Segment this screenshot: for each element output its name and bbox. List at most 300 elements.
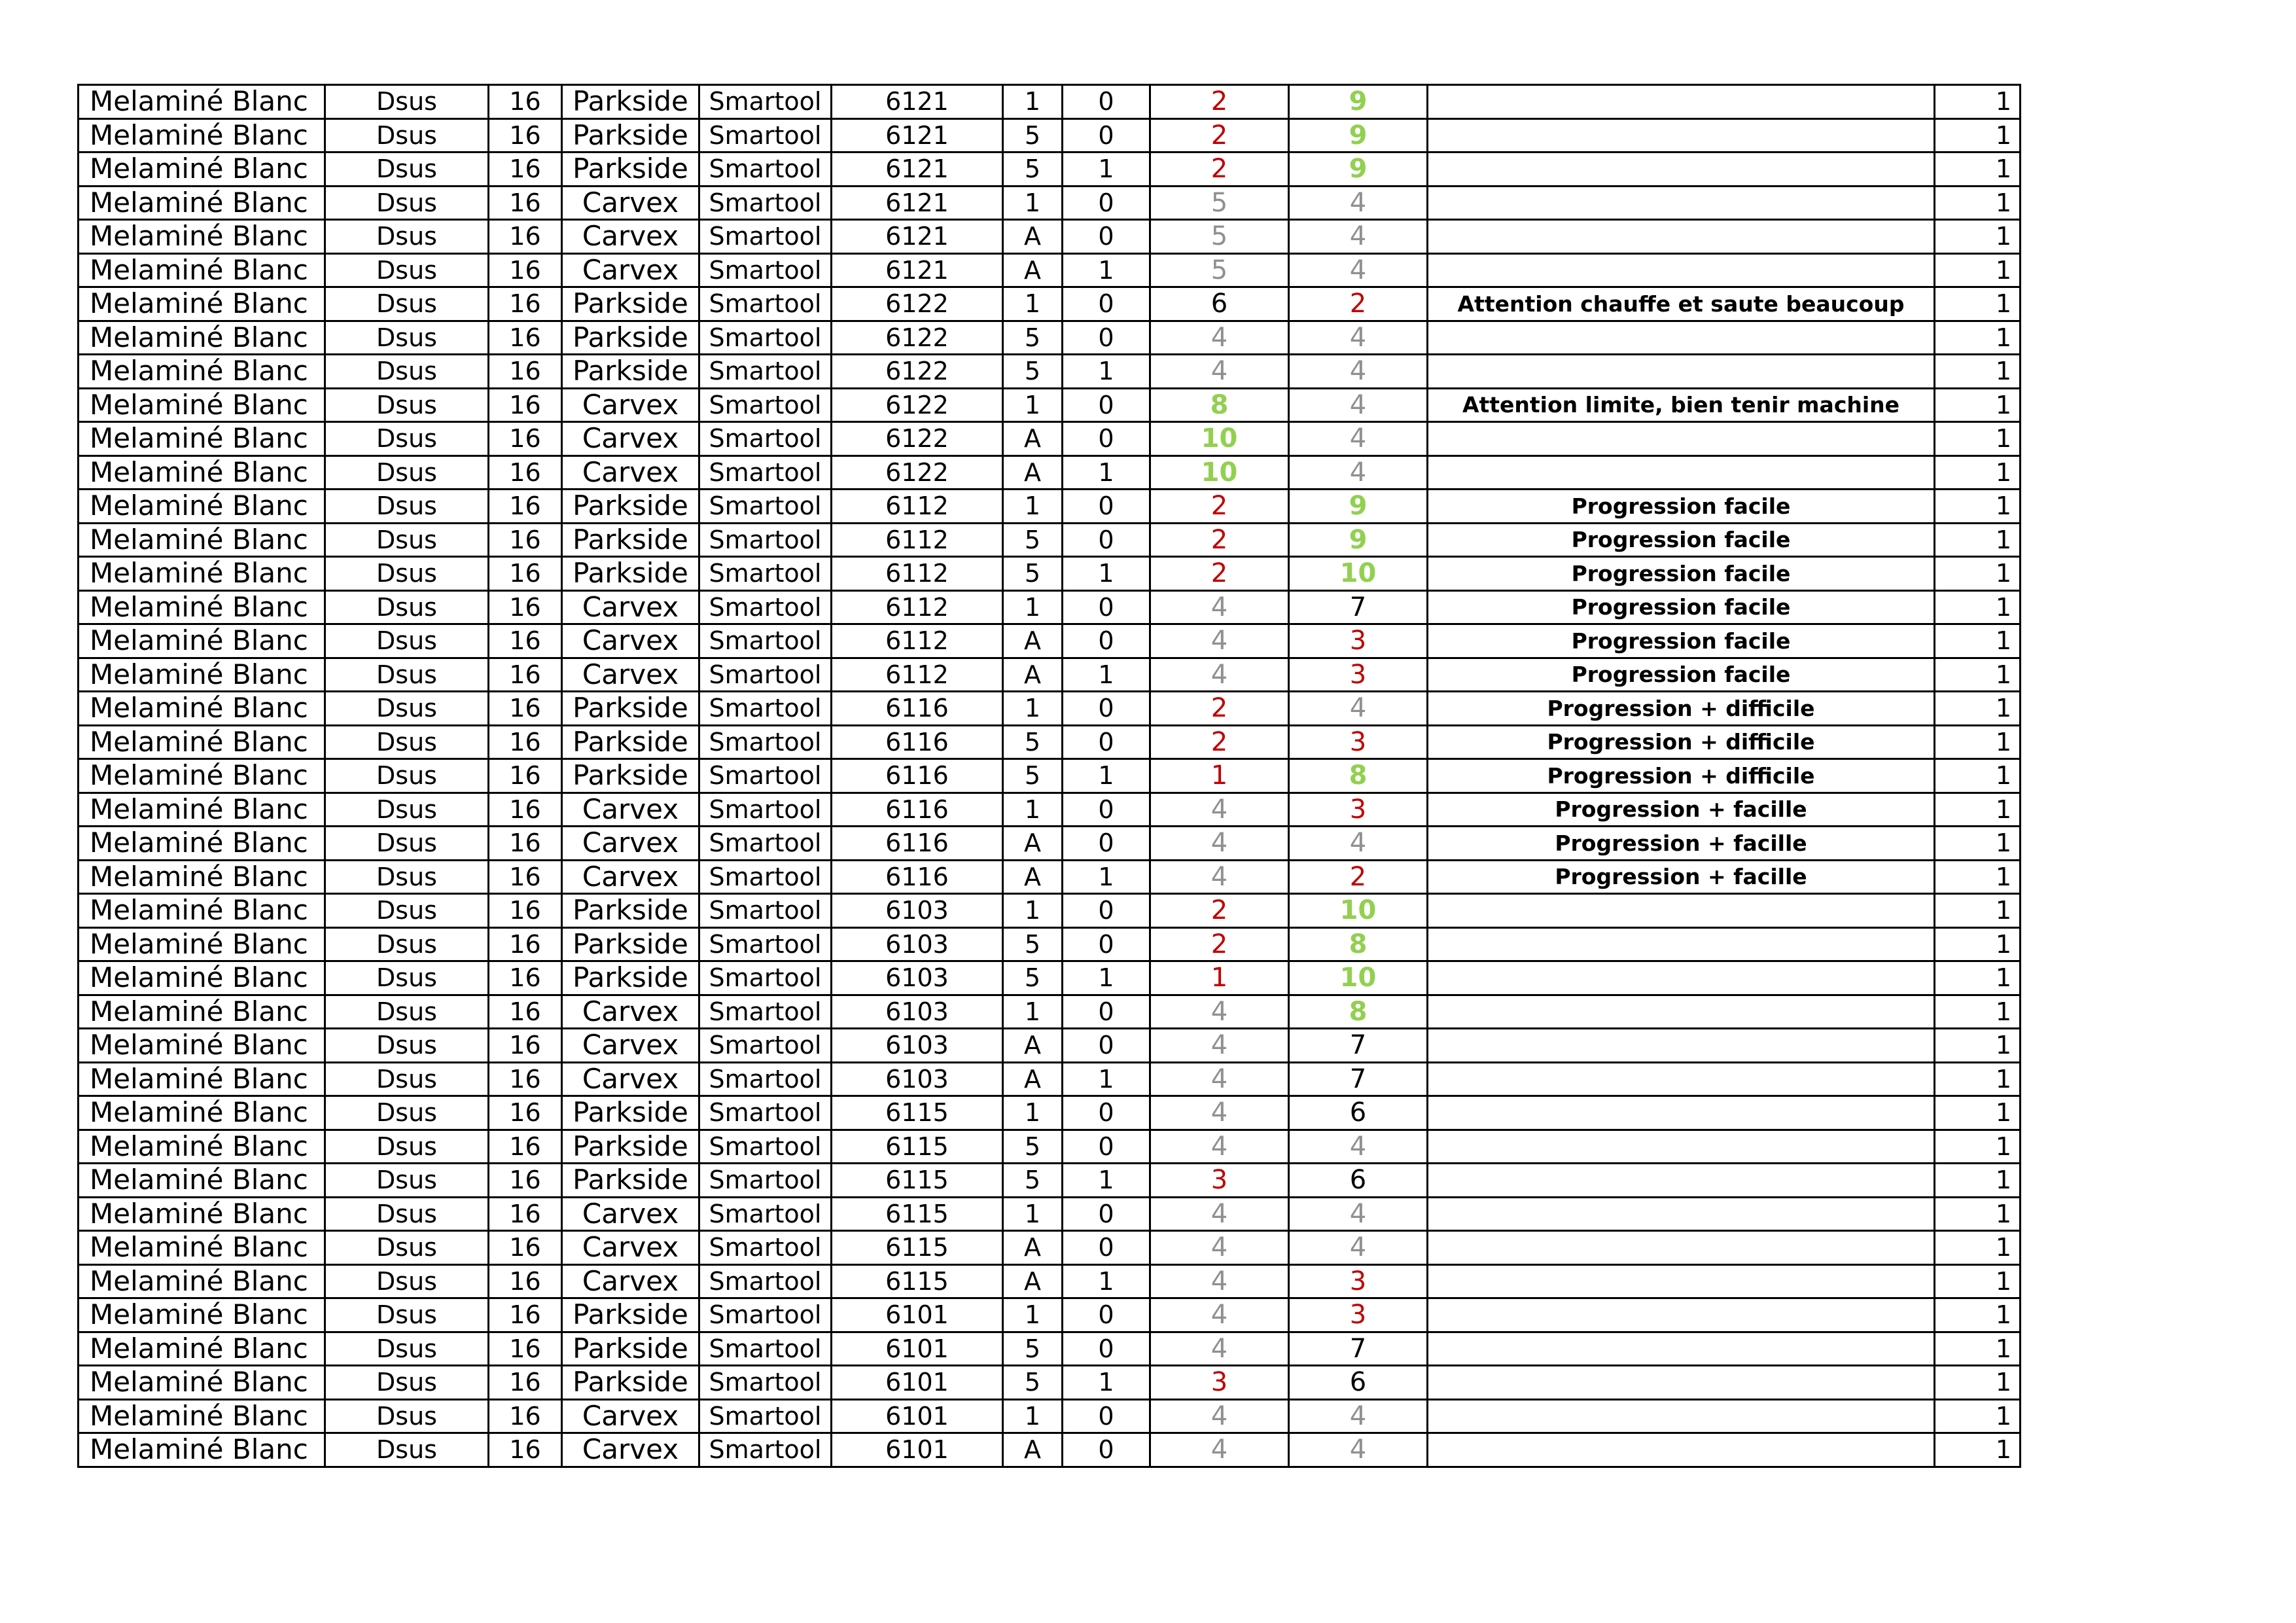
tool-cell: Smartool (699, 725, 832, 759)
comment-cell (1428, 1164, 1935, 1198)
tool-cell: Smartool (699, 1264, 832, 1298)
setting-a-cell: A (1003, 827, 1063, 861)
setting-b-cell: 0 (1063, 1029, 1150, 1063)
tool-cell: Smartool (699, 894, 832, 928)
score-1-cell: 3 (1150, 1164, 1289, 1198)
comment-cell (1428, 220, 1935, 254)
thickness-cell: 16 (489, 1264, 562, 1298)
table-row (79, 1399, 2021, 1433)
score-1-cell: 5 (1150, 253, 1289, 287)
comment-cell: Progression + facille (1428, 793, 1935, 827)
material-cell: Melaminé Blanc (79, 894, 325, 928)
setting-a-cell: A (1003, 624, 1063, 658)
setting-a-cell: A (1003, 658, 1063, 692)
thickness-cell: 16 (489, 152, 562, 187)
comment-cell: Progression + facille (1428, 860, 1935, 894)
material-cell: Melaminé Blanc (79, 85, 325, 119)
setting-a-cell: 1 (1003, 692, 1063, 726)
score-1-cell: 6 (1150, 287, 1289, 321)
tool-cell: Smartool (699, 1298, 832, 1332)
count-cell: 1 (1935, 253, 2021, 287)
score-2-cell: 4 (1289, 253, 1428, 287)
comment-cell (1428, 1029, 1935, 1063)
setting-b-cell: 0 (1063, 118, 1150, 152)
brand-cell: Carvex (562, 995, 699, 1029)
score-2-cell: 9 (1289, 523, 1428, 557)
material-cell: Melaminé Blanc (79, 186, 325, 220)
reference-cell: 6121 (832, 186, 1003, 220)
tool-cell: Smartool (699, 388, 832, 422)
reference-cell: 6116 (832, 725, 1003, 759)
setting-b-cell: 1 (1063, 961, 1150, 995)
brand-cell: Parkside (562, 557, 699, 591)
table-row (79, 355, 2021, 389)
setting-a-cell: 5 (1003, 355, 1063, 389)
table-row (79, 759, 2021, 793)
material-cell: Melaminé Blanc (79, 860, 325, 894)
thickness-cell: 16 (489, 995, 562, 1029)
count-cell: 1 (1935, 1231, 2021, 1265)
reference-cell: 6116 (832, 860, 1003, 894)
count-cell: 1 (1935, 1130, 2021, 1164)
setting-a-cell: 1 (1003, 1399, 1063, 1433)
setting-a-cell: 5 (1003, 1130, 1063, 1164)
comment-cell (1428, 1096, 1935, 1130)
score-2-cell: 3 (1289, 793, 1428, 827)
thickness-cell: 16 (489, 1197, 562, 1231)
setting-a-cell: A (1003, 1264, 1063, 1298)
material-cell: Melaminé Blanc (79, 827, 325, 861)
thickness-cell: 16 (489, 658, 562, 692)
tool-cell: Smartool (699, 1197, 832, 1231)
tool-cell: Smartool (699, 355, 832, 389)
side-cell: Dsus (325, 523, 489, 557)
count-cell: 1 (1935, 894, 2021, 928)
thickness-cell: 16 (489, 1096, 562, 1130)
comment-cell: Attention limite, bien tenir machine (1428, 388, 1935, 422)
thickness-cell: 16 (489, 220, 562, 254)
side-cell: Dsus (325, 321, 489, 355)
score-2-cell: 3 (1289, 624, 1428, 658)
comment-cell (1428, 961, 1935, 995)
side-cell: Dsus (325, 85, 489, 119)
side-cell: Dsus (325, 692, 489, 726)
setting-a-cell: A (1003, 1433, 1063, 1467)
tool-cell: Smartool (699, 455, 832, 490)
score-1-cell: 2 (1150, 490, 1289, 524)
score-2-cell: 4 (1289, 827, 1428, 861)
score-1-cell: 2 (1150, 523, 1289, 557)
comment-cell (1428, 894, 1935, 928)
brand-cell: Carvex (562, 860, 699, 894)
brand-cell: Carvex (562, 827, 699, 861)
reference-cell: 6103 (832, 961, 1003, 995)
side-cell: Dsus (325, 1433, 489, 1467)
setting-b-cell: 0 (1063, 220, 1150, 254)
side-cell: Dsus (325, 860, 489, 894)
thickness-cell: 16 (489, 624, 562, 658)
count-cell: 1 (1935, 455, 2021, 490)
setting-b-cell: 0 (1063, 1130, 1150, 1164)
count-cell: 1 (1935, 321, 2021, 355)
comment-cell (1428, 422, 1935, 456)
thickness-cell: 16 (489, 1298, 562, 1332)
tool-cell: Smartool (699, 1231, 832, 1265)
setting-a-cell: 1 (1003, 85, 1063, 119)
setting-b-cell: 0 (1063, 927, 1150, 961)
score-1-cell: 4 (1150, 995, 1289, 1029)
thickness-cell: 16 (489, 388, 562, 422)
tool-cell: Smartool (699, 1029, 832, 1063)
count-cell: 1 (1935, 927, 2021, 961)
score-1-cell: 2 (1150, 85, 1289, 119)
brand-cell: Carvex (562, 1231, 699, 1265)
setting-b-cell: 0 (1063, 590, 1150, 624)
score-2-cell: 7 (1289, 1029, 1428, 1063)
setting-a-cell: 1 (1003, 995, 1063, 1029)
comment-cell (1428, 1130, 1935, 1164)
setting-b-cell: 0 (1063, 490, 1150, 524)
material-cell: Melaminé Blanc (79, 287, 325, 321)
score-2-cell: 9 (1289, 490, 1428, 524)
reference-cell: 6115 (832, 1096, 1003, 1130)
score-2-cell: 4 (1289, 186, 1428, 220)
table-row (79, 1298, 2021, 1332)
brand-cell: Carvex (562, 422, 699, 456)
setting-b-cell: 1 (1063, 1164, 1150, 1198)
reference-cell: 6122 (832, 355, 1003, 389)
setting-b-cell: 0 (1063, 1399, 1150, 1433)
comment-cell: Progression facile (1428, 658, 1935, 692)
thickness-cell: 16 (489, 1231, 562, 1265)
thickness-cell: 16 (489, 490, 562, 524)
table-row (79, 624, 2021, 658)
comment-cell (1428, 1399, 1935, 1433)
comment-cell (1428, 1197, 1935, 1231)
side-cell: Dsus (325, 388, 489, 422)
brand-cell: Carvex (562, 658, 699, 692)
table-row (79, 793, 2021, 827)
count-cell: 1 (1935, 759, 2021, 793)
material-cell: Melaminé Blanc (79, 961, 325, 995)
side-cell: Dsus (325, 152, 489, 187)
reference-cell: 6122 (832, 388, 1003, 422)
thickness-cell: 16 (489, 827, 562, 861)
reference-cell: 6101 (832, 1366, 1003, 1400)
table-row (79, 725, 2021, 759)
thickness-cell: 16 (489, 355, 562, 389)
brand-cell: Carvex (562, 793, 699, 827)
thickness-cell: 16 (489, 759, 562, 793)
setting-b-cell: 0 (1063, 827, 1150, 861)
score-2-cell: 10 (1289, 894, 1428, 928)
comment-cell (1428, 85, 1935, 119)
comment-cell (1428, 355, 1935, 389)
table-row (79, 1096, 2021, 1130)
count-cell: 1 (1935, 557, 2021, 591)
brand-cell: Parkside (562, 759, 699, 793)
side-cell: Dsus (325, 1130, 489, 1164)
material-cell: Melaminé Blanc (79, 118, 325, 152)
tool-cell: Smartool (699, 1130, 832, 1164)
score-2-cell: 4 (1289, 355, 1428, 389)
tool-cell: Smartool (699, 1366, 832, 1400)
material-cell: Melaminé Blanc (79, 1096, 325, 1130)
setting-b-cell: 0 (1063, 995, 1150, 1029)
brand-cell: Carvex (562, 1264, 699, 1298)
count-cell: 1 (1935, 1399, 2021, 1433)
tool-cell: Smartool (699, 220, 832, 254)
setting-b-cell: 0 (1063, 1096, 1150, 1130)
material-cell: Melaminé Blanc (79, 422, 325, 456)
side-cell: Dsus (325, 827, 489, 861)
table-row (79, 118, 2021, 152)
reference-cell: 6115 (832, 1197, 1003, 1231)
count-cell: 1 (1935, 1264, 2021, 1298)
setting-b-cell: 1 (1063, 759, 1150, 793)
reference-cell: 6122 (832, 422, 1003, 456)
brand-cell: Parkside (562, 692, 699, 726)
thickness-cell: 16 (489, 1164, 562, 1198)
table-row (79, 1433, 2021, 1467)
side-cell: Dsus (325, 590, 489, 624)
setting-b-cell: 0 (1063, 287, 1150, 321)
table-row (79, 388, 2021, 422)
count-cell: 1 (1935, 1366, 2021, 1400)
score-1-cell: 1 (1150, 759, 1289, 793)
table-row (79, 692, 2021, 726)
table-body (79, 85, 2021, 1467)
count-cell: 1 (1935, 287, 2021, 321)
setting-b-cell: 0 (1063, 1298, 1150, 1332)
count-cell: 1 (1935, 152, 2021, 187)
comment-cell: Progression facile (1428, 624, 1935, 658)
setting-b-cell: 0 (1063, 1197, 1150, 1231)
score-1-cell: 4 (1150, 1231, 1289, 1265)
side-cell: Dsus (325, 1298, 489, 1332)
thickness-cell: 16 (489, 253, 562, 287)
material-cell: Melaminé Blanc (79, 1164, 325, 1198)
setting-a-cell: 5 (1003, 927, 1063, 961)
table-row (79, 152, 2021, 187)
reference-cell: 6103 (832, 1062, 1003, 1096)
setting-a-cell: 1 (1003, 1298, 1063, 1332)
reference-cell: 6101 (832, 1332, 1003, 1366)
count-cell: 1 (1935, 118, 2021, 152)
material-cell: Melaminé Blanc (79, 759, 325, 793)
material-cell: Melaminé Blanc (79, 793, 325, 827)
comment-cell (1428, 1264, 1935, 1298)
score-2-cell: 4 (1289, 455, 1428, 490)
side-cell: Dsus (325, 455, 489, 490)
reference-cell: 6121 (832, 152, 1003, 187)
table-row (79, 1130, 2021, 1164)
thickness-cell: 16 (489, 1062, 562, 1096)
side-cell: Dsus (325, 355, 489, 389)
brand-cell: Carvex (562, 1029, 699, 1063)
side-cell: Dsus (325, 927, 489, 961)
reference-cell: 6103 (832, 927, 1003, 961)
count-cell: 1 (1935, 355, 2021, 389)
setting-b-cell: 0 (1063, 523, 1150, 557)
tool-cell: Smartool (699, 557, 832, 591)
reference-cell: 6122 (832, 321, 1003, 355)
brand-cell: Carvex (562, 1197, 699, 1231)
reference-cell: 6116 (832, 692, 1003, 726)
score-2-cell: 7 (1289, 590, 1428, 624)
comment-cell (1428, 995, 1935, 1029)
setting-b-cell: 0 (1063, 1433, 1150, 1467)
comment-cell: Progression + difficile (1428, 725, 1935, 759)
comment-cell: Progression + difficile (1428, 692, 1935, 726)
material-cell: Melaminé Blanc (79, 1332, 325, 1366)
material-cell: Melaminé Blanc (79, 1433, 325, 1467)
material-cell: Melaminé Blanc (79, 355, 325, 389)
material-cell: Melaminé Blanc (79, 1029, 325, 1063)
setting-b-cell: 1 (1063, 455, 1150, 490)
score-2-cell: 4 (1289, 1231, 1428, 1265)
count-cell: 1 (1935, 692, 2021, 726)
material-cell: Melaminé Blanc (79, 1298, 325, 1332)
score-2-cell: 4 (1289, 1130, 1428, 1164)
thickness-cell: 16 (489, 927, 562, 961)
score-1-cell: 4 (1150, 355, 1289, 389)
tool-cell: Smartool (699, 961, 832, 995)
count-cell: 1 (1935, 85, 2021, 119)
side-cell: Dsus (325, 658, 489, 692)
comment-cell (1428, 118, 1935, 152)
score-2-cell: 4 (1289, 1433, 1428, 1467)
reference-cell: 6121 (832, 118, 1003, 152)
tool-cell: Smartool (699, 590, 832, 624)
score-2-cell: 9 (1289, 152, 1428, 187)
material-cell: Melaminé Blanc (79, 590, 325, 624)
count-cell: 1 (1935, 1298, 2021, 1332)
brand-cell: Parkside (562, 1130, 699, 1164)
tool-cell: Smartool (699, 759, 832, 793)
count-cell: 1 (1935, 961, 2021, 995)
side-cell: Dsus (325, 961, 489, 995)
table-row (79, 253, 2021, 287)
thickness-cell: 16 (489, 118, 562, 152)
setting-b-cell: 0 (1063, 725, 1150, 759)
setting-a-cell: 5 (1003, 152, 1063, 187)
material-cell: Melaminé Blanc (79, 152, 325, 187)
setting-a-cell: 5 (1003, 1164, 1063, 1198)
setting-b-cell: 0 (1063, 624, 1150, 658)
tool-cell: Smartool (699, 1062, 832, 1096)
material-cell: Melaminé Blanc (79, 220, 325, 254)
side-cell: Dsus (325, 287, 489, 321)
tool-cell: Smartool (699, 1332, 832, 1366)
table-row (79, 1197, 2021, 1231)
score-1-cell: 5 (1150, 186, 1289, 220)
comment-cell: Progression facile (1428, 557, 1935, 591)
comment-cell (1428, 253, 1935, 287)
score-2-cell: 4 (1289, 692, 1428, 726)
material-cell: Melaminé Blanc (79, 1197, 325, 1231)
score-2-cell: 6 (1289, 1164, 1428, 1198)
table-row (79, 557, 2021, 591)
thickness-cell: 16 (489, 590, 562, 624)
side-cell: Dsus (325, 1231, 489, 1265)
thickness-cell: 16 (489, 860, 562, 894)
material-cell: Melaminé Blanc (79, 725, 325, 759)
count-cell: 1 (1935, 658, 2021, 692)
table-row (79, 1029, 2021, 1063)
score-1-cell: 2 (1150, 927, 1289, 961)
count-cell: 1 (1935, 1332, 2021, 1366)
brand-cell: Parkside (562, 1298, 699, 1332)
material-cell: Melaminé Blanc (79, 455, 325, 490)
brand-cell: Parkside (562, 287, 699, 321)
brand-cell: Carvex (562, 253, 699, 287)
side-cell: Dsus (325, 1399, 489, 1433)
thickness-cell: 16 (489, 961, 562, 995)
table-row (79, 961, 2021, 995)
side-cell: Dsus (325, 995, 489, 1029)
score-2-cell: 2 (1289, 287, 1428, 321)
score-2-cell: 7 (1289, 1332, 1428, 1366)
score-2-cell: 4 (1289, 321, 1428, 355)
table-row (79, 927, 2021, 961)
side-cell: Dsus (325, 1332, 489, 1366)
material-cell: Melaminé Blanc (79, 995, 325, 1029)
brand-cell: Carvex (562, 186, 699, 220)
brand-cell: Parkside (562, 1164, 699, 1198)
tool-cell: Smartool (699, 927, 832, 961)
material-cell: Melaminé Blanc (79, 624, 325, 658)
count-cell: 1 (1935, 490, 2021, 524)
score-1-cell: 4 (1150, 590, 1289, 624)
score-1-cell: 2 (1150, 725, 1289, 759)
reference-cell: 6116 (832, 827, 1003, 861)
comment-cell (1428, 927, 1935, 961)
thickness-cell: 16 (489, 1366, 562, 1400)
reference-cell: 6115 (832, 1130, 1003, 1164)
comment-cell: Progression facile (1428, 523, 1935, 557)
reference-cell: 6122 (832, 287, 1003, 321)
material-cell: Melaminé Blanc (79, 1264, 325, 1298)
data-table (77, 84, 2021, 1468)
setting-b-cell: 0 (1063, 85, 1150, 119)
comment-cell: Progression + difficile (1428, 759, 1935, 793)
score-2-cell: 4 (1289, 388, 1428, 422)
setting-a-cell: 5 (1003, 1332, 1063, 1366)
score-2-cell: 2 (1289, 860, 1428, 894)
brand-cell: Parkside (562, 85, 699, 119)
setting-a-cell: A (1003, 1231, 1063, 1265)
score-2-cell: 4 (1289, 1197, 1428, 1231)
side-cell: Dsus (325, 1062, 489, 1096)
score-1-cell: 4 (1150, 658, 1289, 692)
setting-b-cell: 1 (1063, 860, 1150, 894)
setting-a-cell: A (1003, 422, 1063, 456)
table-row (79, 1231, 2021, 1265)
tool-cell: Smartool (699, 523, 832, 557)
setting-a-cell: 1 (1003, 1096, 1063, 1130)
side-cell: Dsus (325, 557, 489, 591)
table-row (79, 490, 2021, 524)
tool-cell: Smartool (699, 827, 832, 861)
score-2-cell: 3 (1289, 1264, 1428, 1298)
table-row (79, 422, 2021, 456)
setting-b-cell: 1 (1063, 1366, 1150, 1400)
material-cell: Melaminé Blanc (79, 1399, 325, 1433)
setting-b-cell: 1 (1063, 355, 1150, 389)
brand-cell: Carvex (562, 624, 699, 658)
score-2-cell: 6 (1289, 1366, 1428, 1400)
